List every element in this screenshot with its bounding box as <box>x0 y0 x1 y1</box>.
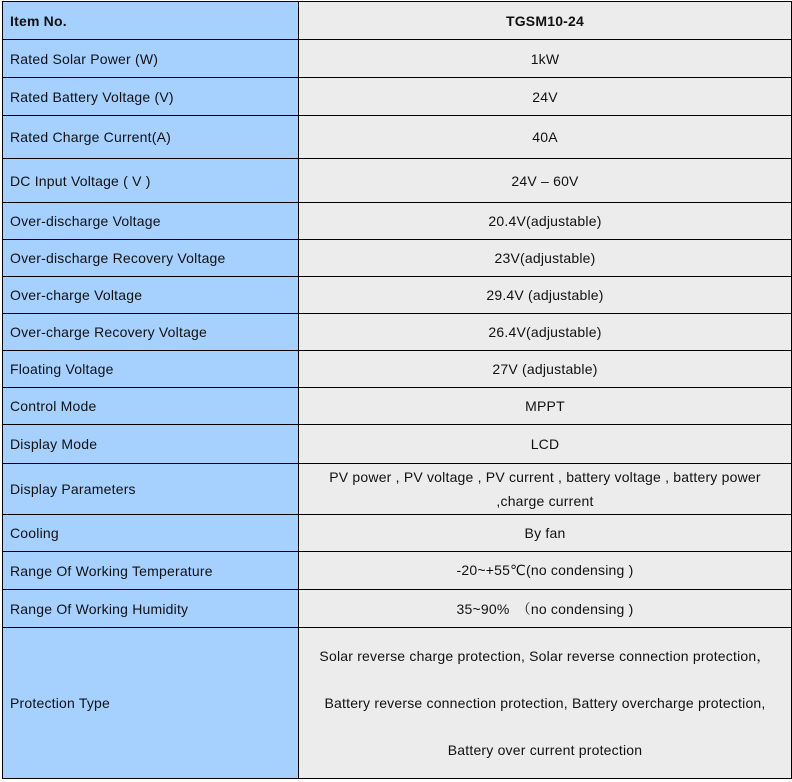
row-value: 26.4V(adjustable) <box>299 314 792 351</box>
row-value: 27V (adjustable) <box>299 351 792 388</box>
protection-line: Solar reverse charge protection, Solar reverse connection protection， <box>319 647 771 664</box>
table-header-row <box>3 2 792 40</box>
row-label: Cooling <box>3 515 299 552</box>
table-row <box>3 314 792 351</box>
row-value: 35~90% （no condensing ) <box>299 590 792 628</box>
header-label: Item No. <box>3 2 299 40</box>
row-label: Over-discharge Recovery Voltage <box>3 240 299 277</box>
row-label: Display Parameters <box>3 464 299 515</box>
row-value: LCD <box>299 425 792 464</box>
table-row <box>3 240 792 277</box>
row-label: Rated Solar Power (W) <box>3 40 299 78</box>
row-value: By fan <box>299 515 792 552</box>
row-label: Rated Battery Voltage (V) <box>3 78 299 116</box>
protection-line: Battery over current protection <box>447 741 643 758</box>
table-row-protection <box>3 628 792 779</box>
protection-label: Protection Type <box>3 628 299 779</box>
table-row <box>3 515 792 552</box>
table-row <box>3 351 792 388</box>
row-label: Over-charge Recovery Voltage <box>3 314 299 351</box>
row-label: DC Input Voltage ( V ) <box>3 159 299 203</box>
table-row <box>3 203 792 240</box>
table-row <box>3 116 792 159</box>
row-value: PV power , PV voltage , PV current , battery voltage , battery power ,charge current <box>299 464 792 515</box>
row-label: Floating Voltage <box>3 351 299 388</box>
table-row <box>3 40 792 78</box>
row-value: 29.4V (adjustable) <box>299 277 792 314</box>
model-number: TGSM10-24 <box>299 2 792 40</box>
row-value: 23V(adjustable) <box>299 240 792 277</box>
table-row <box>3 590 792 628</box>
protection-value <box>299 628 792 779</box>
spec-table <box>2 1 792 779</box>
row-label: Range Of Working Humidity <box>3 590 299 628</box>
row-value: 24V <box>299 78 792 116</box>
row-label: Range Of Working Temperature <box>3 552 299 590</box>
table-row <box>3 78 792 116</box>
protection-line: Battery reverse connection protection, Battery overcharge protection, <box>324 694 766 711</box>
row-label: Over-charge Voltage <box>3 277 299 314</box>
table-row <box>3 159 792 203</box>
table-row <box>3 425 792 464</box>
row-value: 24V – 60V <box>299 159 792 203</box>
row-value: -20~+55℃(no condensing ) <box>299 552 792 590</box>
row-value: 40A <box>299 116 792 159</box>
table-row <box>3 277 792 314</box>
table-row <box>3 388 792 425</box>
row-label: Control Mode <box>3 388 299 425</box>
row-label: Over-discharge Voltage <box>3 203 299 240</box>
table-row <box>3 464 792 515</box>
row-label: Rated Charge Current(A) <box>3 116 299 159</box>
row-value: MPPT <box>299 388 792 425</box>
row-value: 20.4V(adjustable) <box>299 203 792 240</box>
row-value: 1kW <box>299 40 792 78</box>
table-row <box>3 552 792 590</box>
row-label: Display Mode <box>3 425 299 464</box>
